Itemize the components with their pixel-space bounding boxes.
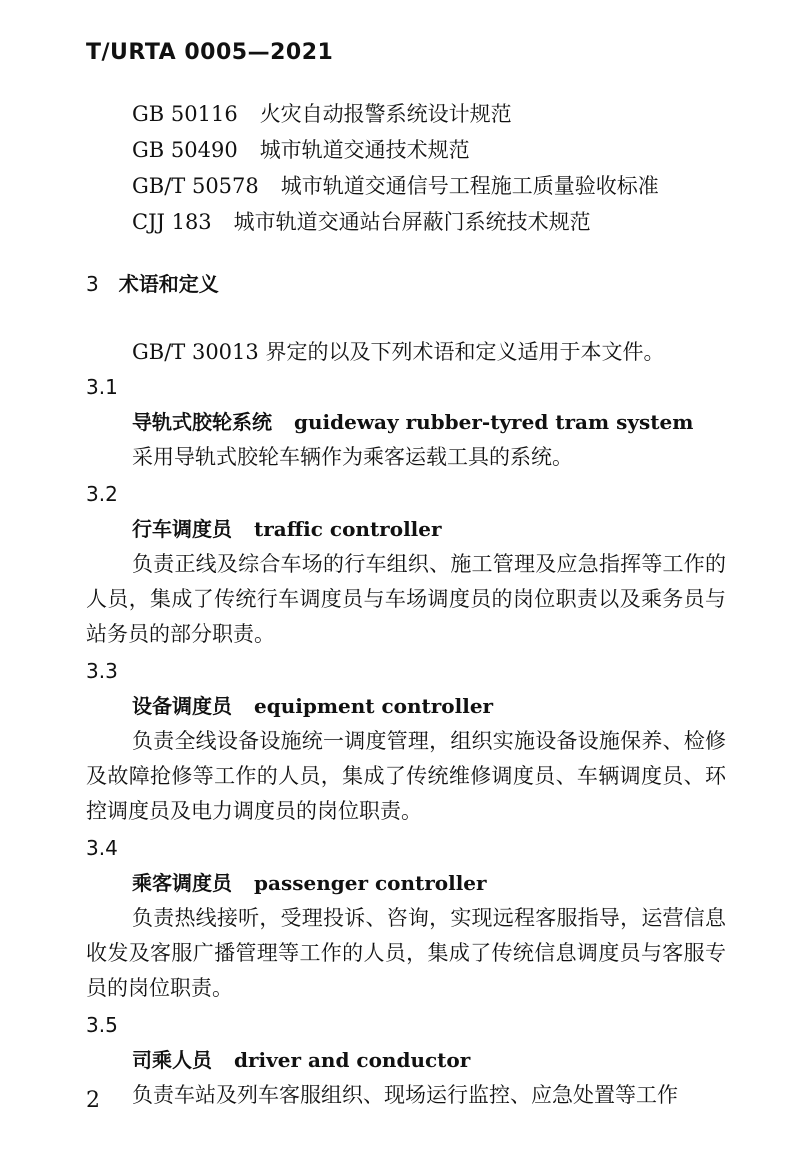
- term-entry: [86, 831, 726, 1006]
- section-number: 3: [86, 272, 99, 296]
- section-intro: GB/T 30013 界定的以及下列术语和定义适用于本文件。: [132, 340, 665, 364]
- terms-list: [86, 370, 726, 1115]
- term-zh: 导轨式胶轮系统: [132, 410, 272, 434]
- term-number: 3.4: [86, 836, 118, 860]
- term-definition: 负责正线及综合车场的行车组织、施工管理及应急指挥等工作的人员，集成了传统行车调度员与车场调度员的岗位职责以及乘务员与站务员的部分职责。: [86, 552, 726, 646]
- term-zh: 设备调度员: [132, 694, 232, 718]
- term-en: driver and conductor: [234, 1048, 471, 1072]
- term-number: 3.1: [86, 375, 118, 399]
- reference-code: GB 50116: [132, 102, 238, 126]
- term-definition: 采用导轨式胶轮车辆作为乘客运载工具的系统。: [132, 445, 573, 469]
- term-entry: [86, 1008, 726, 1113]
- section-heading: [86, 268, 219, 297]
- document-id-header: T/URTA 0005—2021: [86, 40, 334, 65]
- term-en: traffic controller: [254, 517, 442, 541]
- term-number: 3.3: [86, 659, 118, 683]
- term-number: 3.2: [86, 482, 118, 506]
- normative-references-list: [132, 96, 732, 240]
- term-definition: 负责全线设备设施统一调度管理，组织实施设备设施保养、检修及故障抢修等工作的人员，集成了传统维修调度员、车辆调度员、环控调度员及电力调度员的岗位职责。: [86, 729, 726, 823]
- reference-title: 城市轨道交通信号工程施工质量验收标准: [280, 174, 659, 198]
- reference-title: 城市轨道交通站台屏蔽门系统技术规范: [233, 210, 591, 234]
- reference-item: [132, 96, 732, 132]
- reference-item: [132, 132, 732, 168]
- page-number: 2: [86, 1088, 100, 1113]
- term-en: passenger controller: [254, 871, 487, 895]
- term-heading: [86, 404, 726, 440]
- term-heading: [86, 1042, 726, 1078]
- term-definition: 负责热线接听，受理投诉、咨询，实现远程客服指导，运营信息收发及客服广播管理等工作的人员，集成了传统信息调度员与客服专员的岗位职责。: [86, 906, 726, 1000]
- reference-item: [132, 204, 732, 240]
- reference-code: GB/T 50578: [132, 174, 259, 198]
- term-heading: [86, 688, 726, 724]
- reference-item: [132, 168, 732, 204]
- reference-code: CJJ 183: [132, 210, 212, 234]
- term-en: guideway rubber-tyred tram system: [294, 410, 694, 434]
- term-zh: 司乘人员: [132, 1048, 212, 1072]
- section-title: 术语和定义: [118, 272, 219, 296]
- term-zh: 行车调度员: [132, 517, 232, 541]
- term-heading: [86, 511, 726, 547]
- term-entry: [86, 477, 726, 652]
- term-entry: [86, 654, 726, 829]
- reference-code: GB 50490: [132, 138, 238, 162]
- term-heading: [86, 865, 726, 901]
- reference-title: 火灾自动报警系统设计规范: [259, 102, 512, 126]
- reference-title: 城市轨道交通技术规范: [259, 138, 470, 162]
- term-entry: [86, 370, 726, 475]
- term-en: equipment controller: [254, 694, 494, 718]
- term-zh: 乘客调度员: [132, 871, 232, 895]
- term-definition: 负责车站及列车客服组织、现场运行监控、应急处置等工作: [132, 1083, 678, 1107]
- term-number: 3.5: [86, 1013, 118, 1037]
